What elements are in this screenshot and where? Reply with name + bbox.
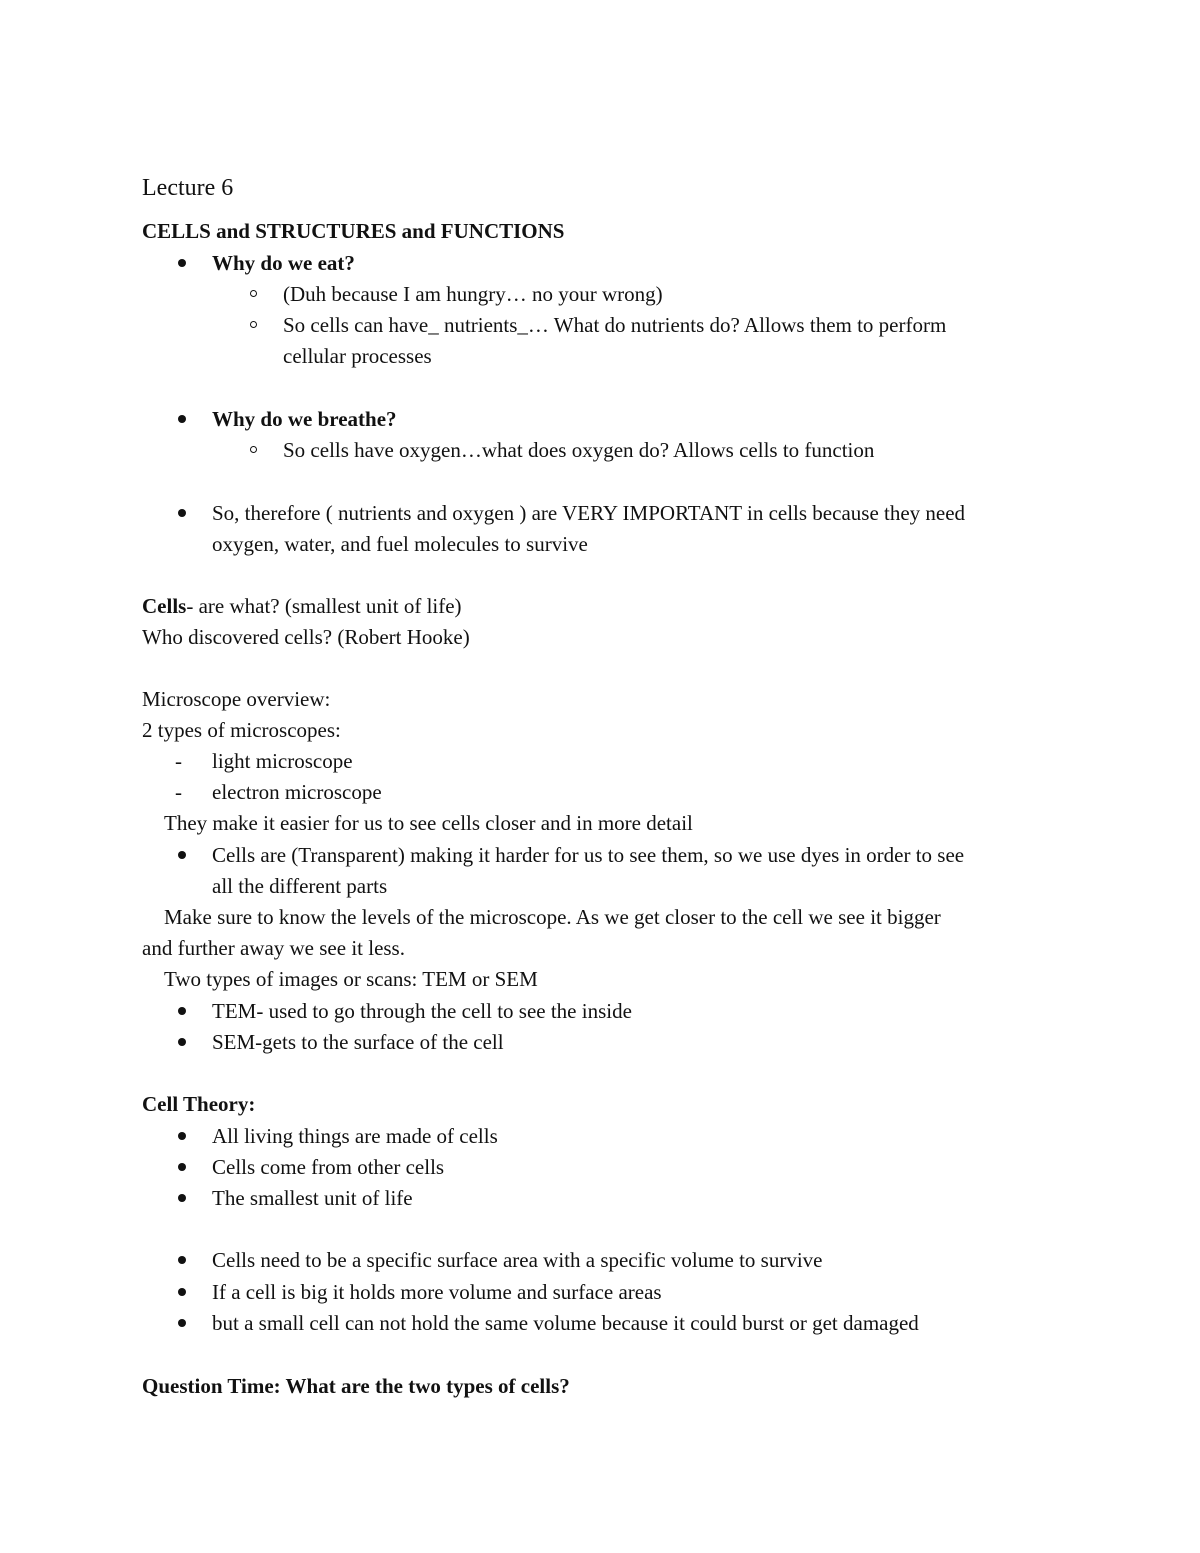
sem-item: SEM-gets to the surface of the cell <box>212 1030 504 1054</box>
therefore-line-2: oxygen, water, and fuel molecules to survive <box>212 532 588 556</box>
bullet-icon <box>178 1256 186 1264</box>
scan-types: Two types of images or scans: TEM or SEM <box>164 967 538 991</box>
lecture-title: Lecture 6 <box>142 175 234 201</box>
cell-theory-item: All living things are made of cells <box>212 1124 498 1148</box>
eat-answer-2-cont: cellular processes <box>283 344 432 368</box>
tem-item: TEM- used to go through the cell to see the inside <box>212 999 632 1023</box>
breathe-question: Why do we breathe? <box>212 407 397 431</box>
bullet-icon <box>178 1194 186 1202</box>
bullet-icon <box>178 1132 186 1140</box>
dash-icon: - <box>175 780 182 804</box>
bullet-icon <box>178 1163 186 1171</box>
electron-microscope: electron microscope <box>212 780 382 804</box>
microscope-easier: They make it easier for us to see cells closer and in more detail <box>164 811 693 835</box>
bullet-icon <box>178 1007 186 1015</box>
section-heading: CELLS and STRUCTURES and FUNCTIONS <box>142 219 565 243</box>
surface-item: but a small cell can not hold the same volume because it could burst or get damaged <box>212 1311 919 1335</box>
bullet-icon <box>178 259 186 267</box>
cells-text: - are what? (smallest unit of life) <box>186 594 462 618</box>
eat-answer-1: (Duh because I am hungry… no your wrong) <box>283 282 663 306</box>
cell-theory-item: Cells come from other cells <box>212 1155 445 1179</box>
circle-bullet-icon <box>250 290 257 297</box>
surface-item: If a cell is big it holds more volume and surface areas <box>212 1280 662 1304</box>
cells-definition <box>142 593 462 619</box>
bullet-icon <box>178 1038 186 1046</box>
bullet-icon <box>178 509 186 517</box>
dash-icon: - <box>175 749 182 773</box>
transparent-line-2: all the different parts <box>212 874 388 898</box>
levels-line-2: and further away we see it less. <box>142 936 405 960</box>
bullet-icon <box>178 851 186 859</box>
levels-line-1: Make sure to know the levels of the microscope. As we get closer to the cell we see it bigger <box>164 905 941 929</box>
surface-item: Cells need to be a specific surface area with a specific volume to survive <box>212 1248 823 1272</box>
circle-bullet-icon <box>250 446 257 453</box>
transparent-line-1: Cells are (Transparent) making it harder for us to see them, so we use dyes in order to see <box>212 843 965 867</box>
microscope-overview: Microscope overview: <box>142 687 331 711</box>
bullet-icon <box>178 1288 186 1296</box>
cell-theory-heading: Cell Theory: <box>142 1092 256 1116</box>
light-microscope: light microscope <box>212 749 353 773</box>
eat-question: Why do we eat? <box>212 251 355 275</box>
eat-answer-2: So cells can have_ nutrients_… What do nutrients do? Allows them to perform <box>283 313 947 337</box>
cell-theory-item: The smallest unit of life <box>212 1186 413 1210</box>
circle-bullet-icon <box>250 321 257 328</box>
microscope-types: 2 types of microscopes: <box>142 718 341 742</box>
bullet-icon <box>178 1319 186 1327</box>
question-time: Question Time: What are the two types of cells? <box>142 1374 570 1398</box>
breathe-answer: So cells have oxygen…what does oxygen do? Allows cells to function <box>283 438 875 462</box>
cells-discovered: Who discovered cells? (Robert Hooke) <box>142 625 470 649</box>
therefore-line-1: So, therefore ( nutrients and oxygen ) are VERY IMPORTANT in cells because they need <box>212 501 966 525</box>
bullet-icon <box>178 415 186 423</box>
cells-label: Cells <box>142 594 187 618</box>
